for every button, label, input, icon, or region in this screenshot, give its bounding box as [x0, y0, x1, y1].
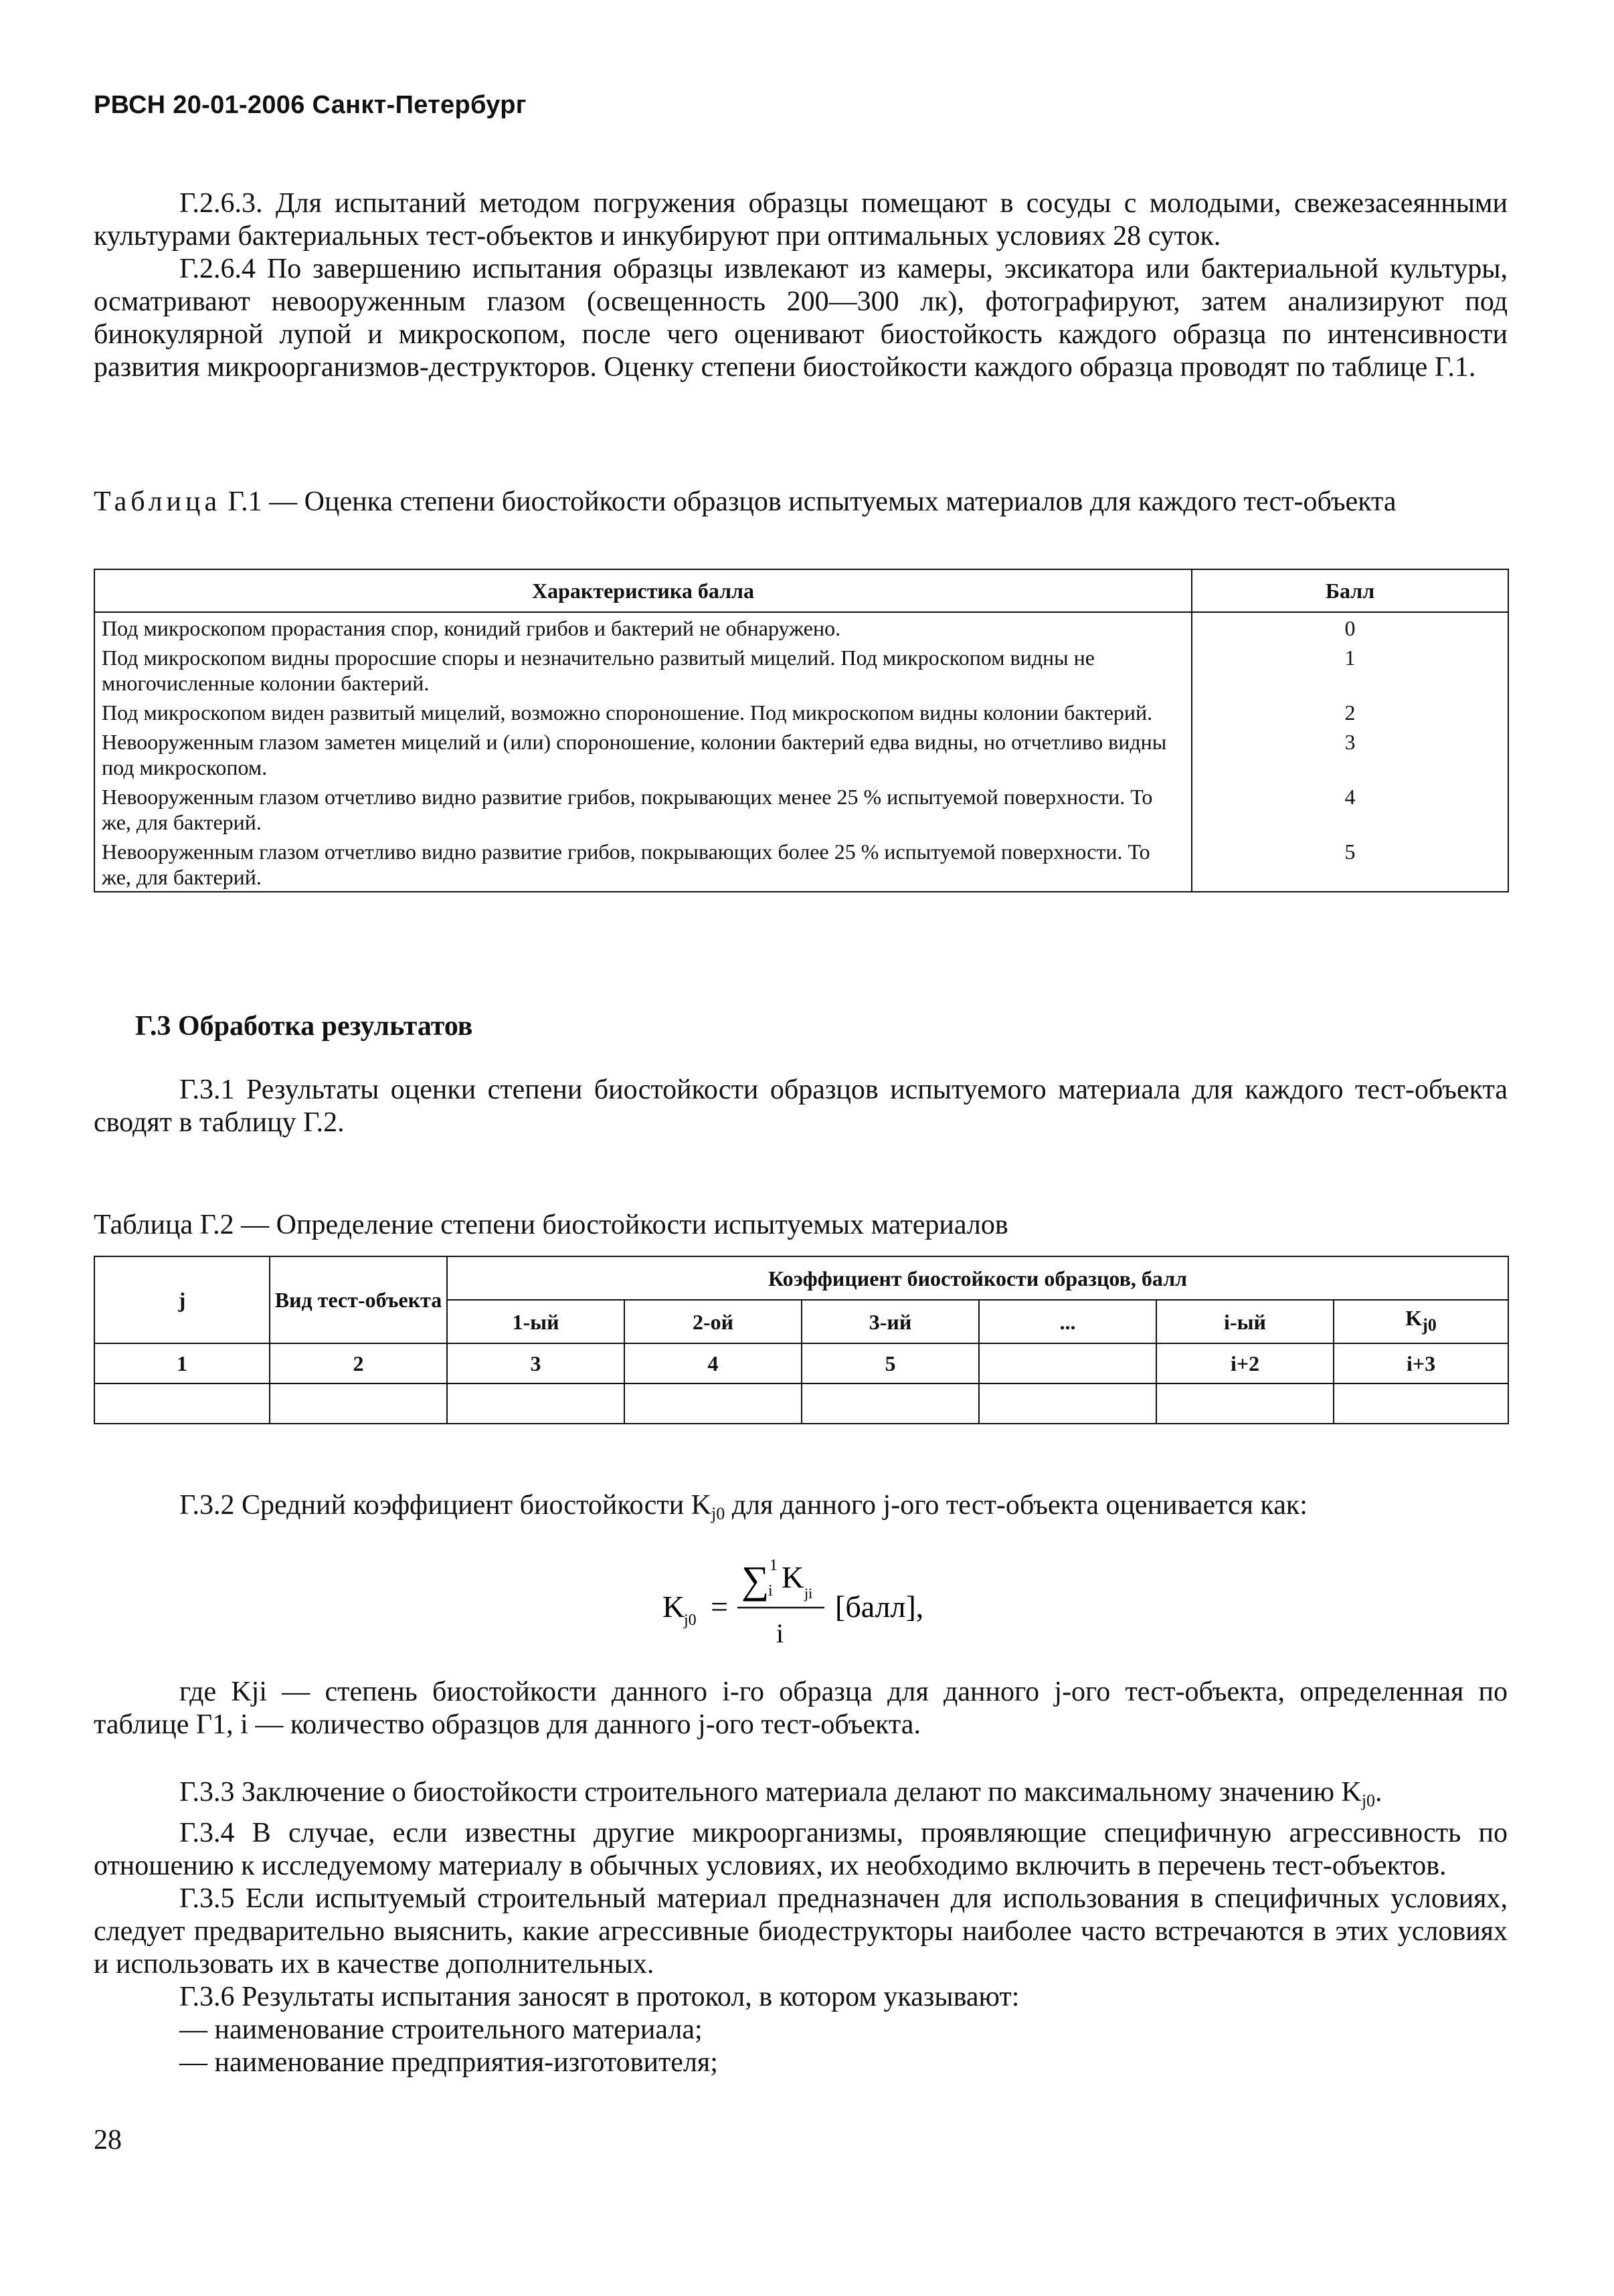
formula-eq: =: [711, 1590, 728, 1624]
list-item: — наименование строительного материала;: [179, 2014, 703, 2045]
table2-subheader: ...: [979, 1300, 1156, 1343]
table2-empty-row: [94, 1383, 1508, 1424]
formula-lhs: K: [662, 1590, 685, 1624]
formula-sum: ∑: [741, 1558, 770, 1602]
formula-kj0: [662, 1542, 1010, 1662]
table2-header-row-1: [94, 1256, 1508, 1300]
table1-score: 5: [1192, 836, 1508, 892]
formula-numerator-ksub: ji: [804, 1585, 813, 1602]
formula-unit: [балл],: [835, 1590, 924, 1624]
table2-header-coef-group: Коэффициент биостойкости образцов, балл: [447, 1256, 1508, 1300]
paragraph-g31: Г.3.1 Результаты оценки степени биостойкости образцов испытуемого материала для каждого тест-объекта сводят в таблицу Г.2.: [94, 1074, 1508, 1138]
table2-number-row: [94, 1343, 1508, 1383]
paragraph-g32: Г.3.2 Средний коэффициент биостойкости $K_{j0}$ для данного j-ого тест-объекта оценивается как:: [179, 1490, 1308, 1523]
table2-number: i+2: [1156, 1343, 1334, 1383]
table-g1: [94, 569, 1509, 892]
table1-score: 2: [1192, 697, 1508, 727]
formula-sum-sup: 1: [770, 1557, 778, 1574]
table2-number: [979, 1343, 1156, 1383]
paragraph-g264: Г.2.6.4 По завершению испытания образцы извлекают из камеры, эксикатора или бактериальной культуры, осматривают невооруженным глазом (освещенность 200—300 лк), фотографируют, затем анализируют под бинокулярной лупой и микроскопом, после чего оценивают биостойкость каждого образца по интенсивности развития микроорганизмов-деструкторов. Оценку степени биостойкости каждого образца проводят по таблице Г.1.: [94, 254, 1508, 383]
table2-number: 1: [94, 1343, 270, 1383]
table2-subheader: 3-ий: [802, 1300, 979, 1343]
table1-score: 4: [1192, 781, 1508, 836]
formula-sum-sub: i: [768, 1582, 773, 1600]
table-row: [94, 612, 1508, 642]
table1-score: 0: [1192, 612, 1508, 642]
table2-header-j: j: [94, 1256, 270, 1343]
table1-score: 1: [1192, 642, 1508, 697]
table1-header-description: Характеристика балла: [94, 569, 1192, 612]
table-row: [94, 642, 1508, 697]
list-item: — наименование предприятия-изготовителя;: [179, 2047, 718, 2078]
formula-denominator: i: [776, 1618, 784, 1648]
table1-description: Невооруженным глазом отчетливо видно развитие грибов, покрывающих менее 25 % испытуемой поверхности. То же, для бактерий.: [94, 781, 1192, 836]
section-g3: [94, 1010, 1508, 1139]
concluding-paragraphs: [94, 1776, 1508, 2079]
table2-caption: [94, 1209, 1508, 1242]
formula-lhs-sub: j0: [684, 1612, 697, 1629]
table-g2: [94, 1256, 1509, 1424]
table2-subheader: i-ый: [1156, 1300, 1334, 1343]
table2-number: i+3: [1334, 1343, 1508, 1383]
formula-numerator-k: K: [782, 1560, 804, 1594]
paragraph-g36: Г.3.6 Результаты испытания заносят в протокол, в котором указывают:: [179, 1982, 1020, 2012]
paragraph-g34: Г.3.4 В случае, если известны другие микроорганизмы, проявляющие специфичную агрессивность по отношению к исследуемому материалу в обычных условиях, их необходимо включить в перечень тест-объектов.: [94, 1818, 1508, 1881]
table2-number: 2: [270, 1343, 447, 1383]
table1-description: Невооруженным глазом отчетливо видно развитие грибов, покрывающих более 25 % испытуемой поверхности. То же, для бактерий.: [94, 836, 1192, 892]
table1-caption: [94, 486, 1508, 518]
document-header: РВСН 20-01-2006 Санкт-Петербург: [94, 91, 527, 119]
table2-subheader: 1-ый: [447, 1300, 624, 1343]
section-g3-title: Г.3 Обработка результатов: [135, 1011, 473, 1042]
table1-description: Невооруженным глазом заметен мицелий и (или) спороношение, колонии бактерий едва видны, но отчетливо видны под микроскопом.: [94, 727, 1192, 781]
table1-header-row: [94, 569, 1508, 612]
paragraph-g33: Г.3.3 Заключение о биостойкости строительного материала делают по максимальному значению $K_{j0}$.: [179, 1777, 1382, 1810]
table1-description: Под микроскопом прорастания спор, конидий грибов и бактерий не обнаружено.: [94, 612, 1192, 642]
table2-header-type: Вид тест-объекта: [270, 1256, 447, 1343]
table2-caption-text: Таблица Г.2 — Определение степени биостойкости испытуемых материалов: [94, 1210, 1008, 1240]
formula-explanation: где Kji — степень биостойкости данного i-го образца для данного j-ого тест-объекта, определенная по таблице Г1, i — количество образцов для данного j-ого тест-объекта.: [94, 1677, 1508, 1740]
table2-subheader-kj0: $K_{j0}$: [1334, 1300, 1508, 1343]
table1-description: Под микроскопом виден развитый мицелий, возможно спороношение. Под микроскопом видны колонии бактерий.: [94, 697, 1192, 727]
page-number: 28: [94, 2125, 122, 2156]
table1-score: 3: [1192, 727, 1508, 781]
table-row: [94, 697, 1508, 727]
table2-number: 5: [802, 1343, 979, 1383]
table1-caption-text: Г.1 — Оценка степени биостойкости образцов испытуемых материалов для каждого тест-объекта: [221, 486, 1397, 517]
paragraph-g263: Г.2.6.3. Для испытаний методом погружения образцы помещают в сосуды с молодыми, свежезасеянными культурами бактериальных тест-объектов и инкубируют при оптимальных условиях 28 суток.: [94, 188, 1508, 252]
table1-description: Под микроскопом видны проросшие споры и незначительно развитый мицелий. Под микроскопом видны не многочисленные колонии бактерий.: [94, 642, 1192, 697]
intro-paragraphs: [94, 187, 1508, 384]
table2-number: 4: [624, 1343, 802, 1383]
table2-number: 3: [447, 1343, 624, 1383]
table1-caption-prefix: Таблица: [94, 486, 221, 517]
table-row: [94, 781, 1508, 836]
table-row: [94, 836, 1508, 892]
table1-header-score: Балл: [1192, 569, 1508, 612]
table2-subheader: 2-ой: [624, 1300, 802, 1343]
paragraph-g35: Г.3.5 Если испытуемый строительный материал предназначен для использования в специфичных условиях, следует предварительно выяснить, какие агрессивные биодеструкторы наиболее часто встречаются в этих условиях и использовать их в качестве дополнительных.: [94, 1883, 1508, 1980]
table-row: [94, 727, 1508, 781]
